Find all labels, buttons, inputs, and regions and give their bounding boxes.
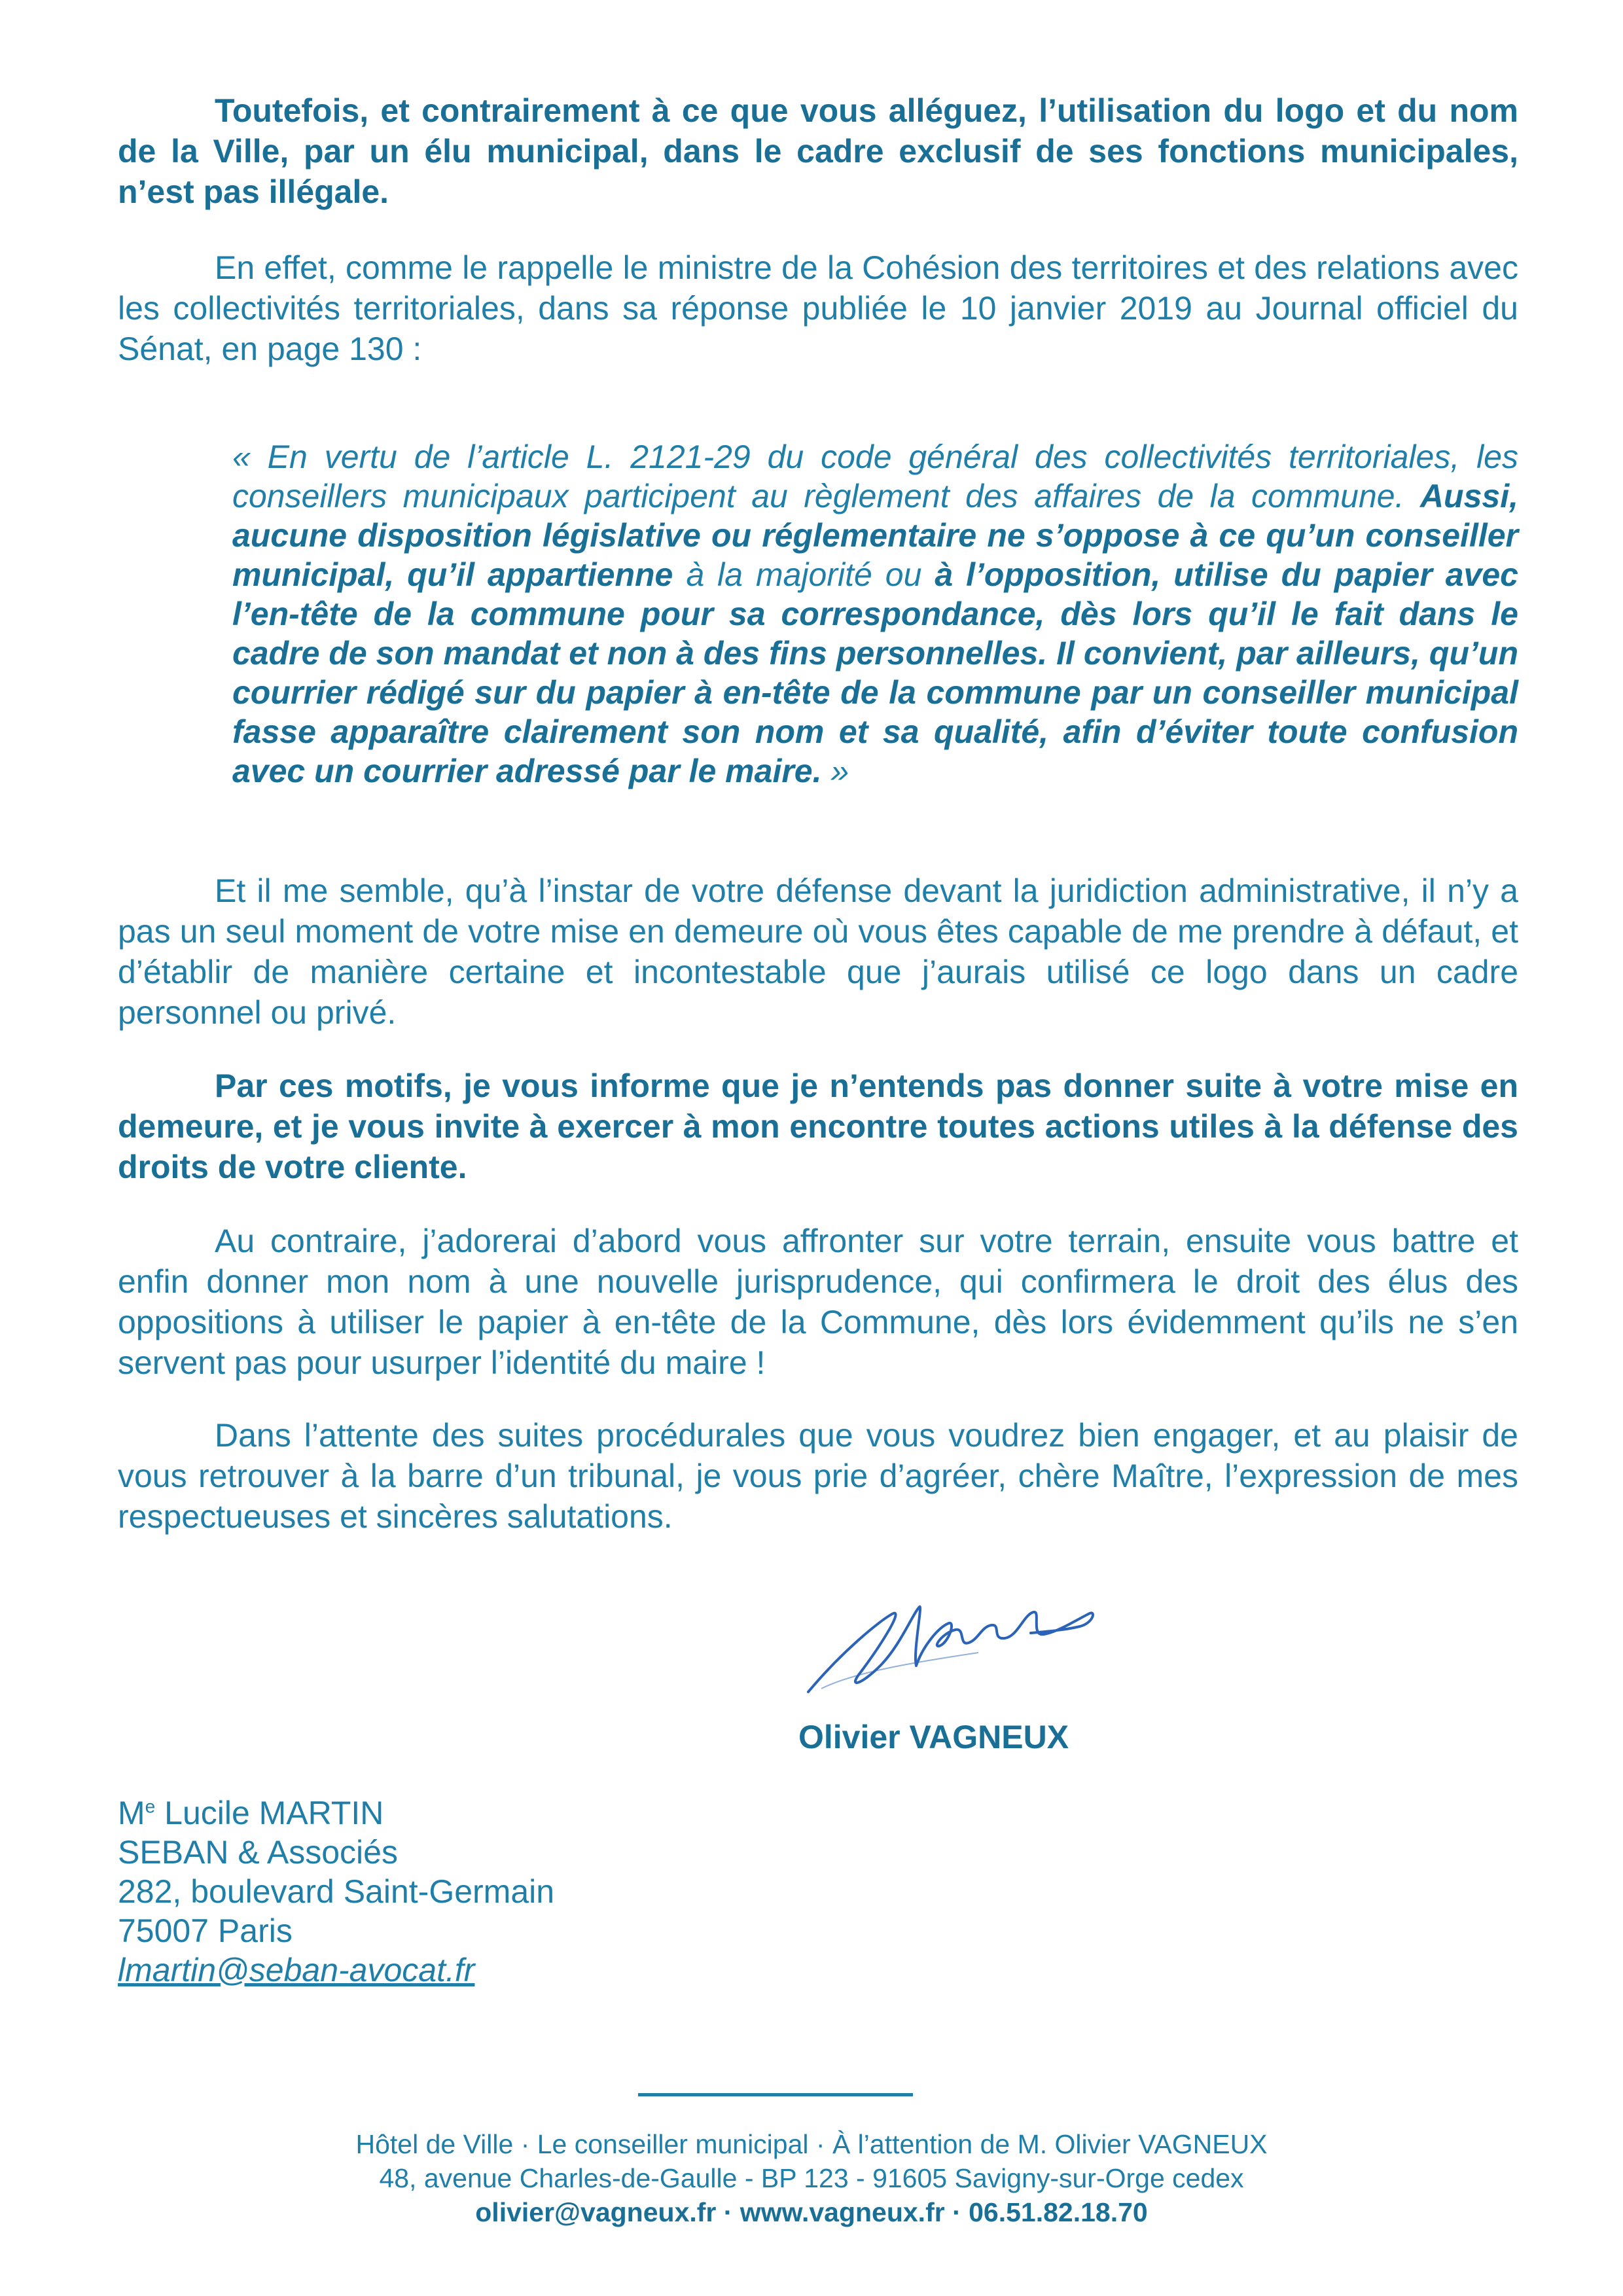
paragraph-closing: Dans l’attente des suites procédurales que vous voudrez bien engager, et au plaisir de vous retrouver à la barre d’un tribunal, je vous prie d’agréer, chère Maître, l’expression de mes respectueuses et sincères salutations. <box>118 1417 1518 1535</box>
recipient-title: M <box>118 1795 145 1831</box>
recipient-city: 75007 Paris <box>118 1912 293 1949</box>
handwritten-signature <box>782 1574 1122 1718</box>
recipient-street: 282, boulevard Saint-Germain <box>118 1873 555 1910</box>
footer-divider <box>638 2093 913 2096</box>
paragraph-jurisprudence: Au contraire, j’adorerai d’abord vous affronter sur votre terrain, ensuite vous battre et enfin donner mon nom à une nouvelle jurisprudence, qui confirmera le droit des élus des oppositions à utiliser le papier à en-tête de la Commune, dès lors évidemment qu’ils ne s’en servent pas pour usurper l’identité du maire ! <box>118 1223 1518 1381</box>
paragraph-conclusion: Par ces motifs, je vous informe que je n’entends pas donner suite à votre mise en demeure, et je vous invite à exercer à mon encontre toutes actions utiles à la défense des droits de votre cliente. <box>118 1067 1518 1185</box>
recipient-email-link[interactable]: lmartin@seban-avocat.fr <box>118 1952 475 1988</box>
quote-part-6: » <box>830 753 849 789</box>
quote-part-1: « En vertu de l’article L. 2121-29 du code général des collectivités territoriales, les conseillers municipaux participent au règlement des affaires de la commune. <box>232 439 1518 514</box>
footer-line-2: 48, avenue Charles-de-Gaulle - BP 123 - 91605 Savigny-sur-Orge cedex <box>379 2163 1244 2193</box>
footer-contact-line: olivier@vagneux.fr · www.vagneux.fr · 06.51.82.18.70 <box>475 2197 1148 2227</box>
recipient-title-sup: e <box>145 1796 156 1817</box>
footer <box>0 2127 1623 2229</box>
quotation-block <box>232 437 1518 791</box>
quote-part-2: Aussi, aucune disposition législative ou réglementaire ne s’oppose à ce qu’un conseiller municipal, qu’il appartienne <box>232 478 1518 593</box>
quote-part-4: ou <box>885 556 922 593</box>
quote-part-3: à la majorité <box>686 556 872 593</box>
recipient-name-line <box>118 1793 554 1833</box>
paragraph-legality: Toutefois, et contrairement à ce que vous alléguez, l’utilisation du logo et du nom de la Ville, par un élu municipal, dans le cadre exclusif de ses fonctions municipales, n’est pas illégale. <box>118 92 1518 210</box>
paragraph-minister-reference: En effet, comme le rappelle le ministre de la Cohésion des territoires et des relations avec les collectivités territoriales, dans sa réponse publiée le 10 janvier 2019 au Journal officiel du Sénat, en page 130 : <box>118 249 1518 367</box>
quote-part-5: à l’opposition, utilise du papier avec l’en-tête de la commune pour sa correspondance, dès lors qu’il le fait dans le cadre de son mandat et non à des fins personnelles. Il convient, par ailleurs, qu’un courrier rédigé sur du papier à en-tête de la commune par un conseiller municipal fasse apparaître clairement son nom et sa qualité, afin d’éviter toute confusion avec un courrier adressé par le maire. <box>232 556 1518 789</box>
paragraph-defense: Et il me semble, qu’à l’instar de votre défense devant la juridiction administrative, il n’y a pas un seul moment de votre mise en demeure où vous êtes capable de me prendre à défaut, et d’établir de manière certaine et incontestable que j’aurais utilisé ce logo dans un cadre personnel ou privé. <box>118 872 1518 1031</box>
recipient-name: Lucile MARTIN <box>164 1795 384 1831</box>
signer-name: Olivier VAGNEUX <box>798 1719 1069 1755</box>
recipient-firm: SEBAN & Associés <box>118 1834 398 1871</box>
recipient-address <box>118 1793 554 1990</box>
footer-line-1: Hôtel de Ville · Le conseiller municipal · À l’attention de M. Olivier VAGNEUX <box>355 2129 1268 2159</box>
